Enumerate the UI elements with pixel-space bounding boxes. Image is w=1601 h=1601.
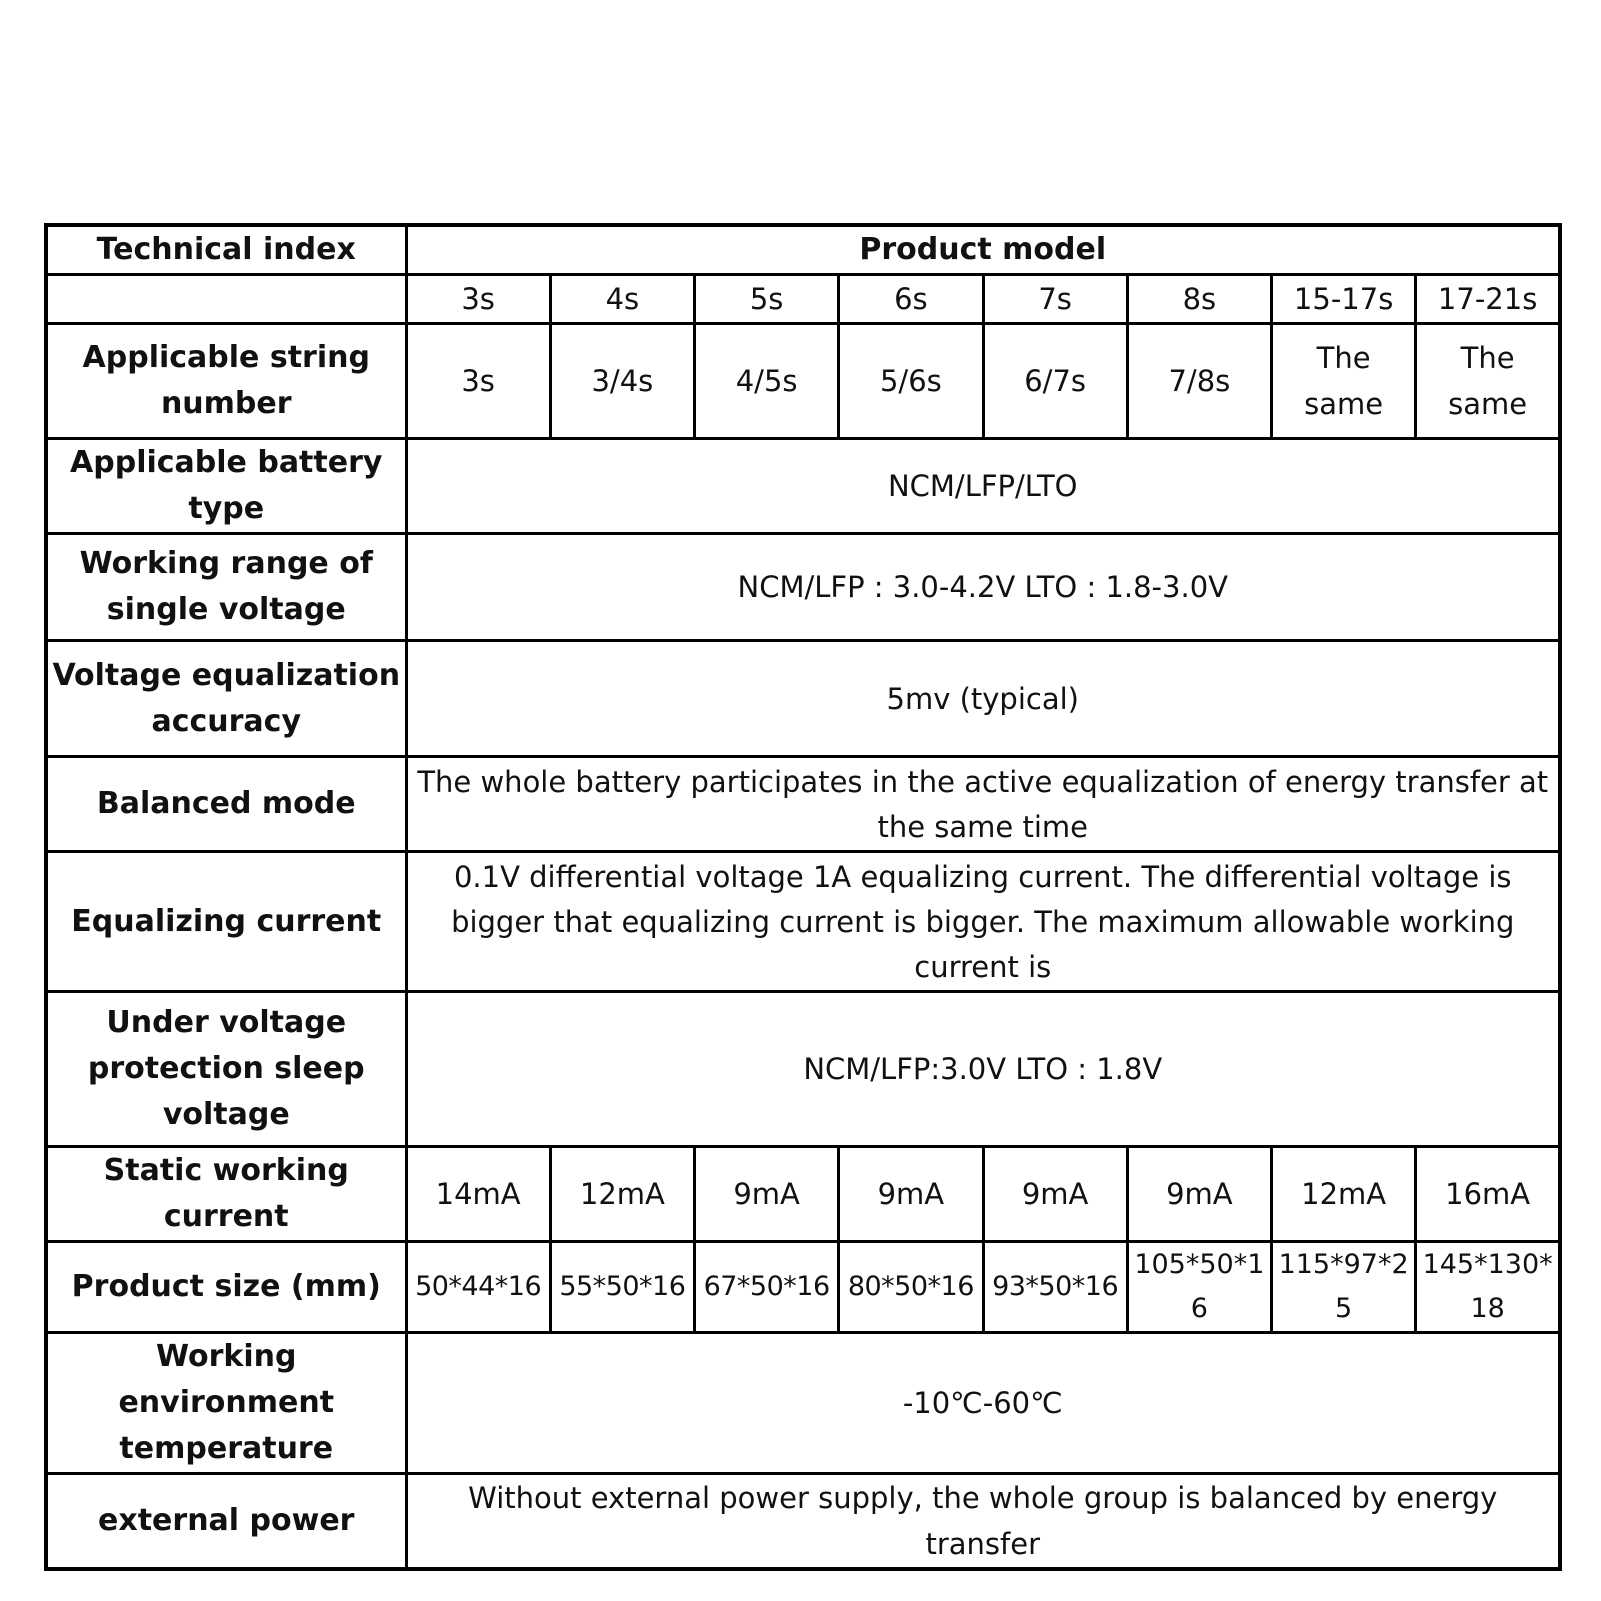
model-cell: 4s [550,275,694,324]
product-size-row [46,1242,1560,1333]
value-cell: 9mA [1127,1147,1271,1242]
value-cell: 14mA [406,1147,550,1242]
string-number-row [46,324,1560,439]
balanced-mode-text: The whole battery participates in the active equalization of energy transfer at the same time [417,765,1549,844]
row-label: Working environment temperature [46,1333,406,1474]
product-model-header: Product model [406,225,1560,275]
value-cell: 12mA [550,1147,694,1242]
temperature-row [46,1333,1560,1474]
equalization-accuracy-value: 5mv (typical) [406,641,1560,757]
row-label: Balanced mode [46,757,406,852]
static-current-row [46,1147,1560,1242]
model-cell: 15-17s [1272,275,1416,324]
voltage-range-value: NCM/LFP : 3.0-4.2V LTO : 1.8-3.0V [406,534,1560,641]
value-cell: 105*50*16 [1127,1242,1271,1333]
value-cell: 55*50*16 [550,1242,694,1333]
value-cell: 67*50*16 [695,1242,839,1333]
under-voltage-value: NCM/LFP:3.0V LTO : 1.8V [406,992,1560,1147]
external-power-row [46,1474,1560,1570]
row-label: Under voltage protection sleep voltage [46,992,406,1147]
value-cell: 115*97*25 [1272,1242,1416,1333]
temperature-value: -10℃-60℃ [406,1333,1560,1474]
value-cell: 7/8s [1127,324,1271,439]
model-label-empty [46,275,406,324]
balanced-mode-value [406,757,1560,852]
row-label: external power [46,1474,406,1570]
value-cell: 16mA [1416,1147,1560,1242]
model-cell: 17-21s [1416,275,1560,324]
value-cell: The same [1272,324,1416,439]
battery-type-value: NCM/LFP/LTO [406,439,1560,534]
model-cell: 6s [839,275,983,324]
row-label: Equalizing current [46,852,406,992]
battery-type-row [46,439,1560,534]
row-label: Working range of single voltage [46,534,406,641]
value-cell: 80*50*16 [839,1242,983,1333]
equalizing-current-row [46,852,1560,992]
model-cell: 7s [983,275,1127,324]
spec-table [44,223,1562,1571]
value-cell: 50*44*16 [406,1242,550,1333]
under-voltage-row [46,992,1560,1147]
value-cell: 4/5s [695,324,839,439]
row-label: Product size (mm) [46,1242,406,1333]
model-cell: 3s [406,275,550,324]
external-power-value: Without external power supply, the whole group is balanced by energy transfer [406,1474,1560,1570]
value-cell: 9mA [839,1147,983,1242]
value-cell: 12mA [1272,1147,1416,1242]
value-cell: 9mA [695,1147,839,1242]
row-label: Voltage equalization accuracy [46,641,406,757]
value-cell: 6/7s [983,324,1127,439]
row-label: Applicable battery type [46,439,406,534]
value-cell: 93*50*16 [983,1242,1127,1333]
value-cell: 3/4s [550,324,694,439]
value-cell: 145*130*18 [1416,1242,1560,1333]
equalizing-current-value [406,852,1560,992]
value-cell: 3s [406,324,550,439]
voltage-range-row [46,534,1560,641]
value-cell: 5/6s [839,324,983,439]
row-label: Static working current [46,1147,406,1242]
balanced-mode-row [46,757,1560,852]
row-label: Applicable string number [46,324,406,439]
equalizing-current-text: 0.1V differential voltage 1A equalizing current. The differential voltage is bigger that equalizing current is bigger. The maximum allowable working current is [451,860,1515,984]
technical-index-header: Technical index [46,225,406,275]
value-cell: 9mA [983,1147,1127,1242]
model-cell: 5s [695,275,839,324]
model-cell: 8s [1127,275,1271,324]
header-row [46,225,1560,275]
equalization-accuracy-row [46,641,1560,757]
value-cell: The same [1416,324,1560,439]
model-row [46,275,1560,324]
